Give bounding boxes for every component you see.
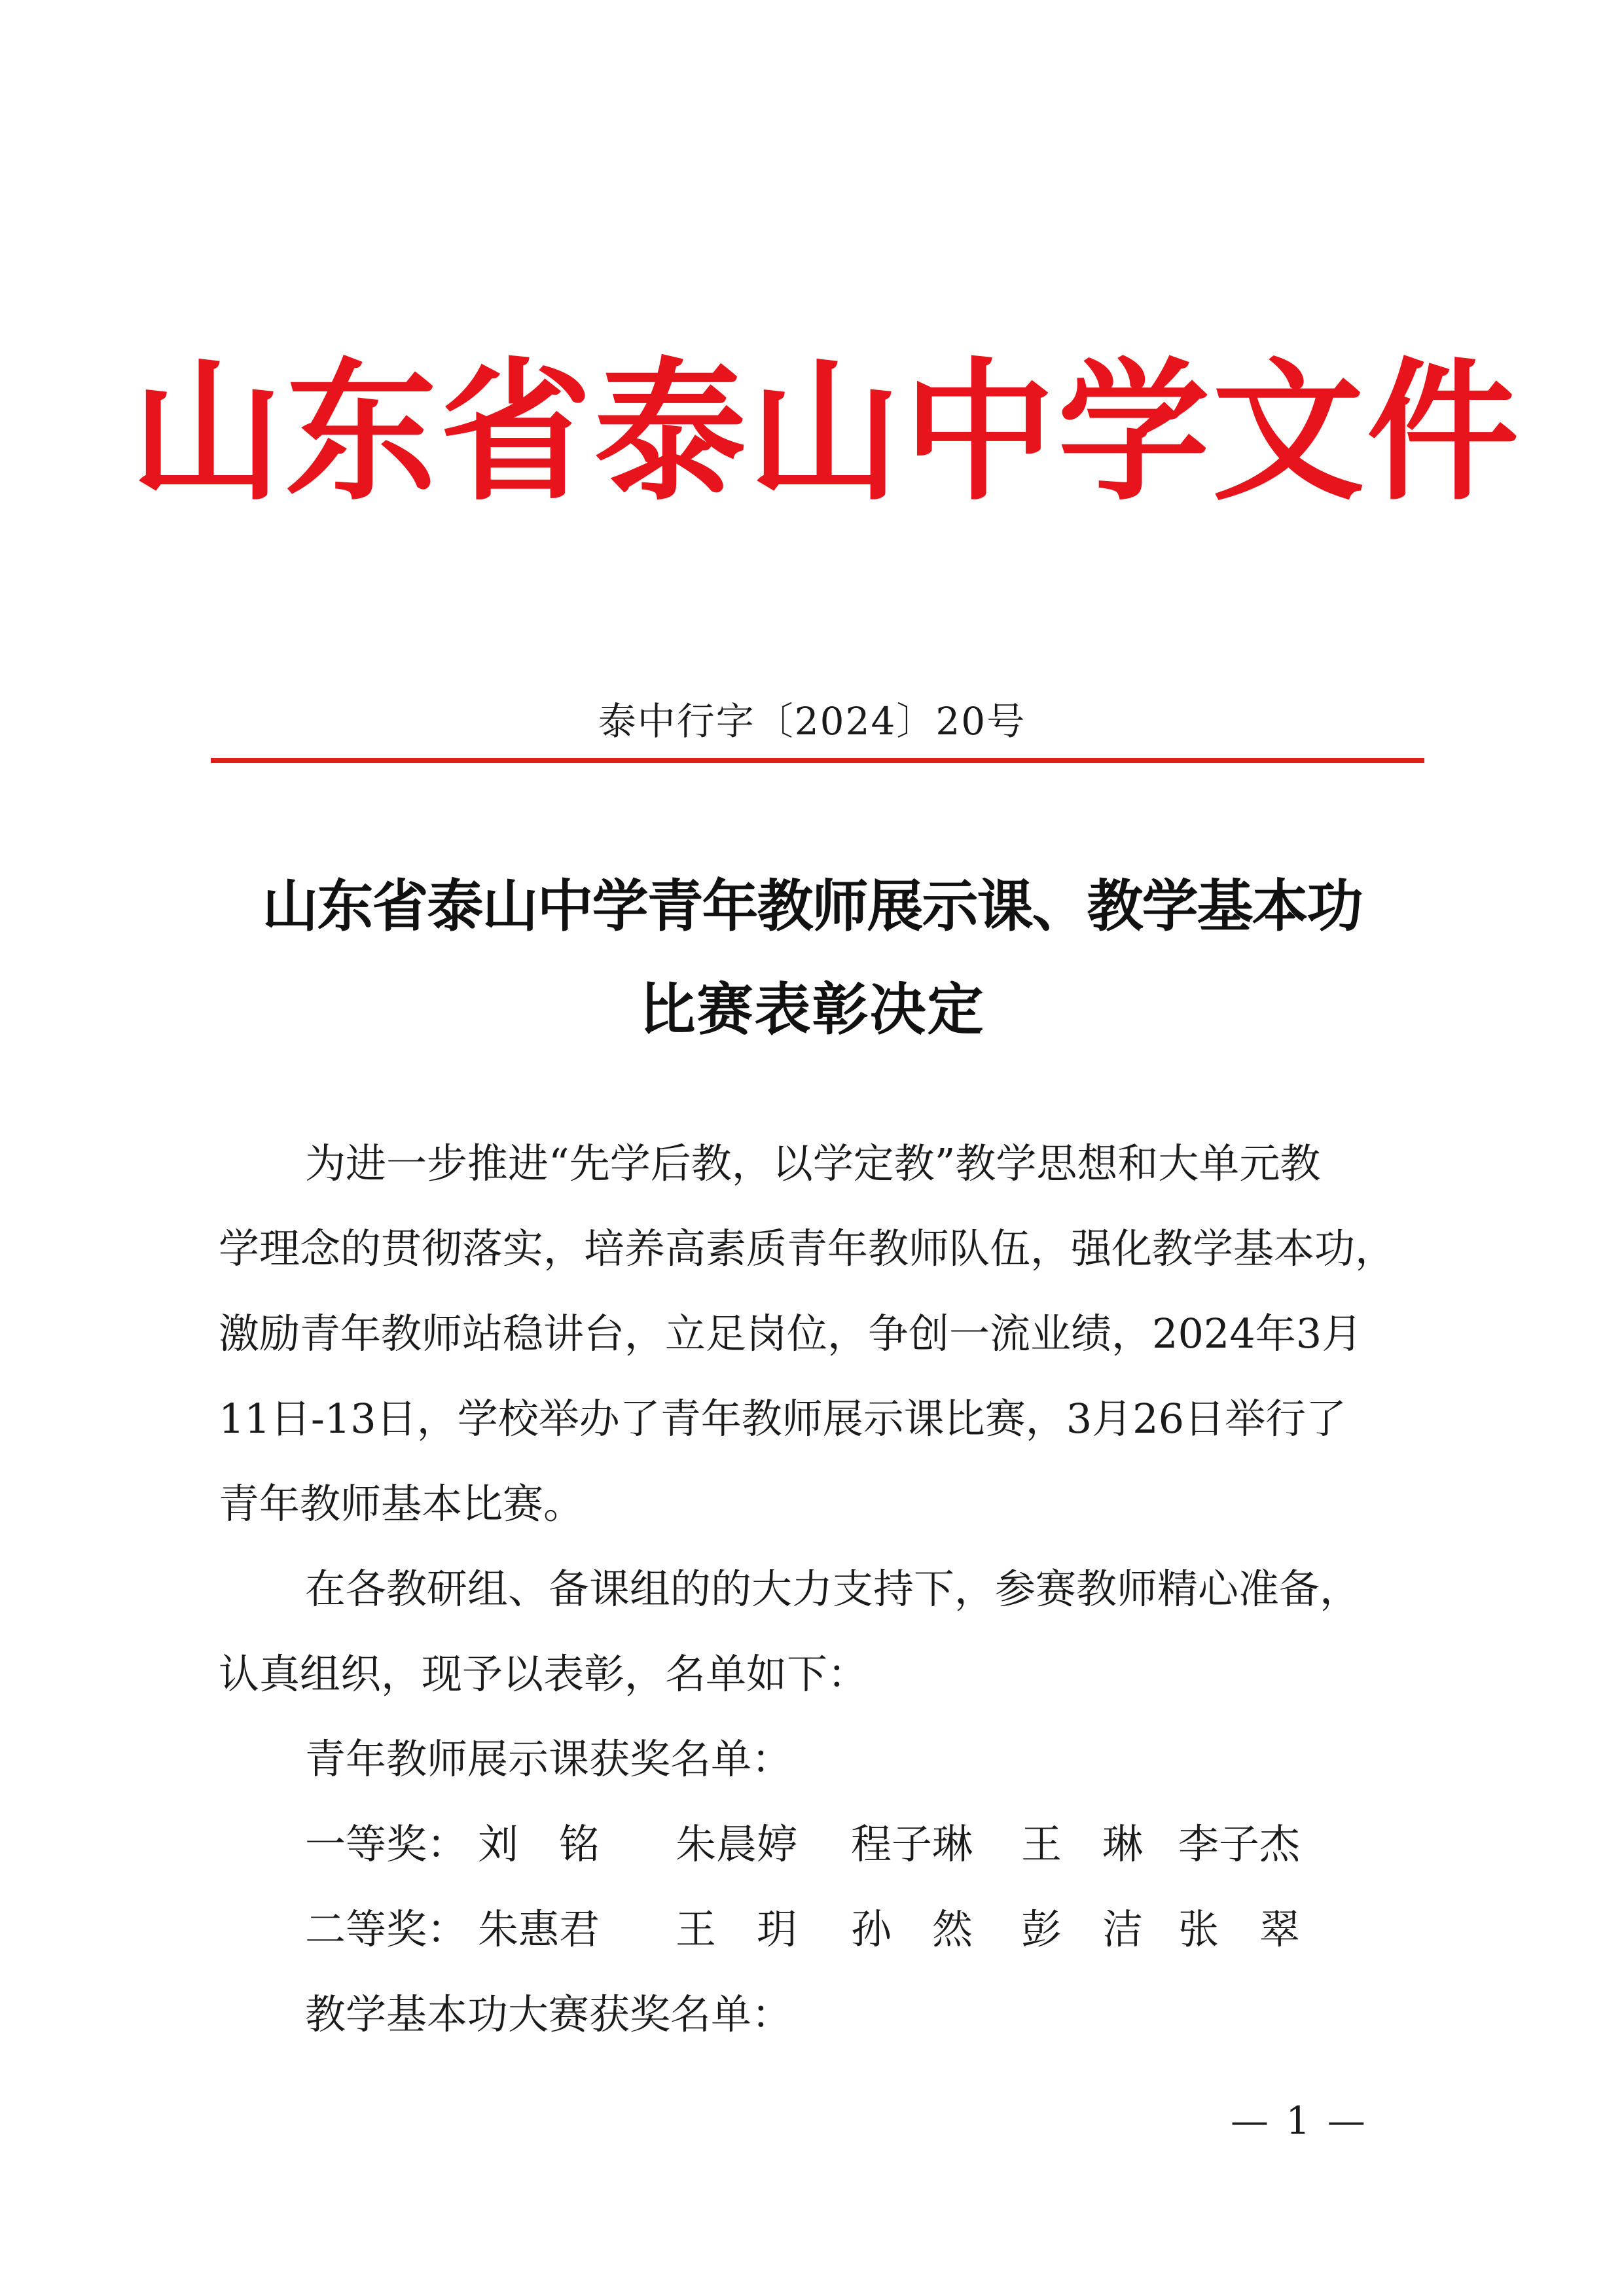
second-prize-name: 朱惠君: [478, 1905, 600, 1953]
header-title: 山东省泰山中学文件: [131, 342, 1522, 521]
second-prize-name: 王 玥: [676, 1905, 798, 1953]
red-divider: [211, 758, 1424, 763]
basic-skills-award-heading: 教学基本功大赛获奖名单：: [305, 1990, 793, 2038]
first-prize-name: 王 琳: [1021, 1820, 1144, 1868]
second-prize-label: 二等奖：: [305, 1905, 468, 1953]
first-prize-name: 朱晨婷: [676, 1820, 798, 1868]
body-paragraph-1-line-1: 为进一步推进“先学后教，以学定教”教学思想和大单元教: [305, 1139, 1321, 1187]
body-paragraph-2-line-1: 在各教研组、备课组的的大力支持下，参赛教师精心准备，: [305, 1565, 1361, 1613]
first-prize-label: 一等奖：: [305, 1820, 468, 1868]
body-paragraph-1-line-3: 激励青年教师站稳讲台，立足岗位，争创一流业绩，2024年3月: [219, 1310, 1363, 1357]
showcase-award-heading: 青年教师展示课获奖名单：: [305, 1735, 793, 1783]
page-number: — 1 —: [1231, 2098, 1368, 2143]
first-prize-name: 李子杰: [1178, 1820, 1301, 1868]
document-number: 泰中行字〔2024〕20号: [598, 699, 1026, 744]
body-paragraph-2-line-2: 认真组织，现予以表彰，名单如下：: [219, 1650, 869, 1698]
second-prize-name: 彭 洁: [1021, 1905, 1144, 1953]
first-prize-name: 刘 铭: [478, 1820, 600, 1868]
notice-title-line-1: 山东省泰山中学青年教师展示课、教学基本功: [262, 873, 1362, 939]
body-paragraph-1-line-5: 青年教师基本比赛。: [219, 1480, 585, 1528]
second-prize-name: 张 翠: [1178, 1905, 1301, 1953]
body-paragraph-1-line-4: 11日-13日，学校举办了青年教师展示课比赛，3月26日举行了: [219, 1395, 1347, 1443]
notice-title-line-2: 比赛表彰决定: [639, 977, 985, 1043]
second-prize-name: 孙 然: [851, 1905, 973, 1953]
first-prize-name: 程子琳: [851, 1820, 973, 1868]
body-paragraph-1-line-2: 学理念的贯彻落实，培养高素质青年教师队伍，强化教学基本功，: [219, 1225, 1396, 1272]
